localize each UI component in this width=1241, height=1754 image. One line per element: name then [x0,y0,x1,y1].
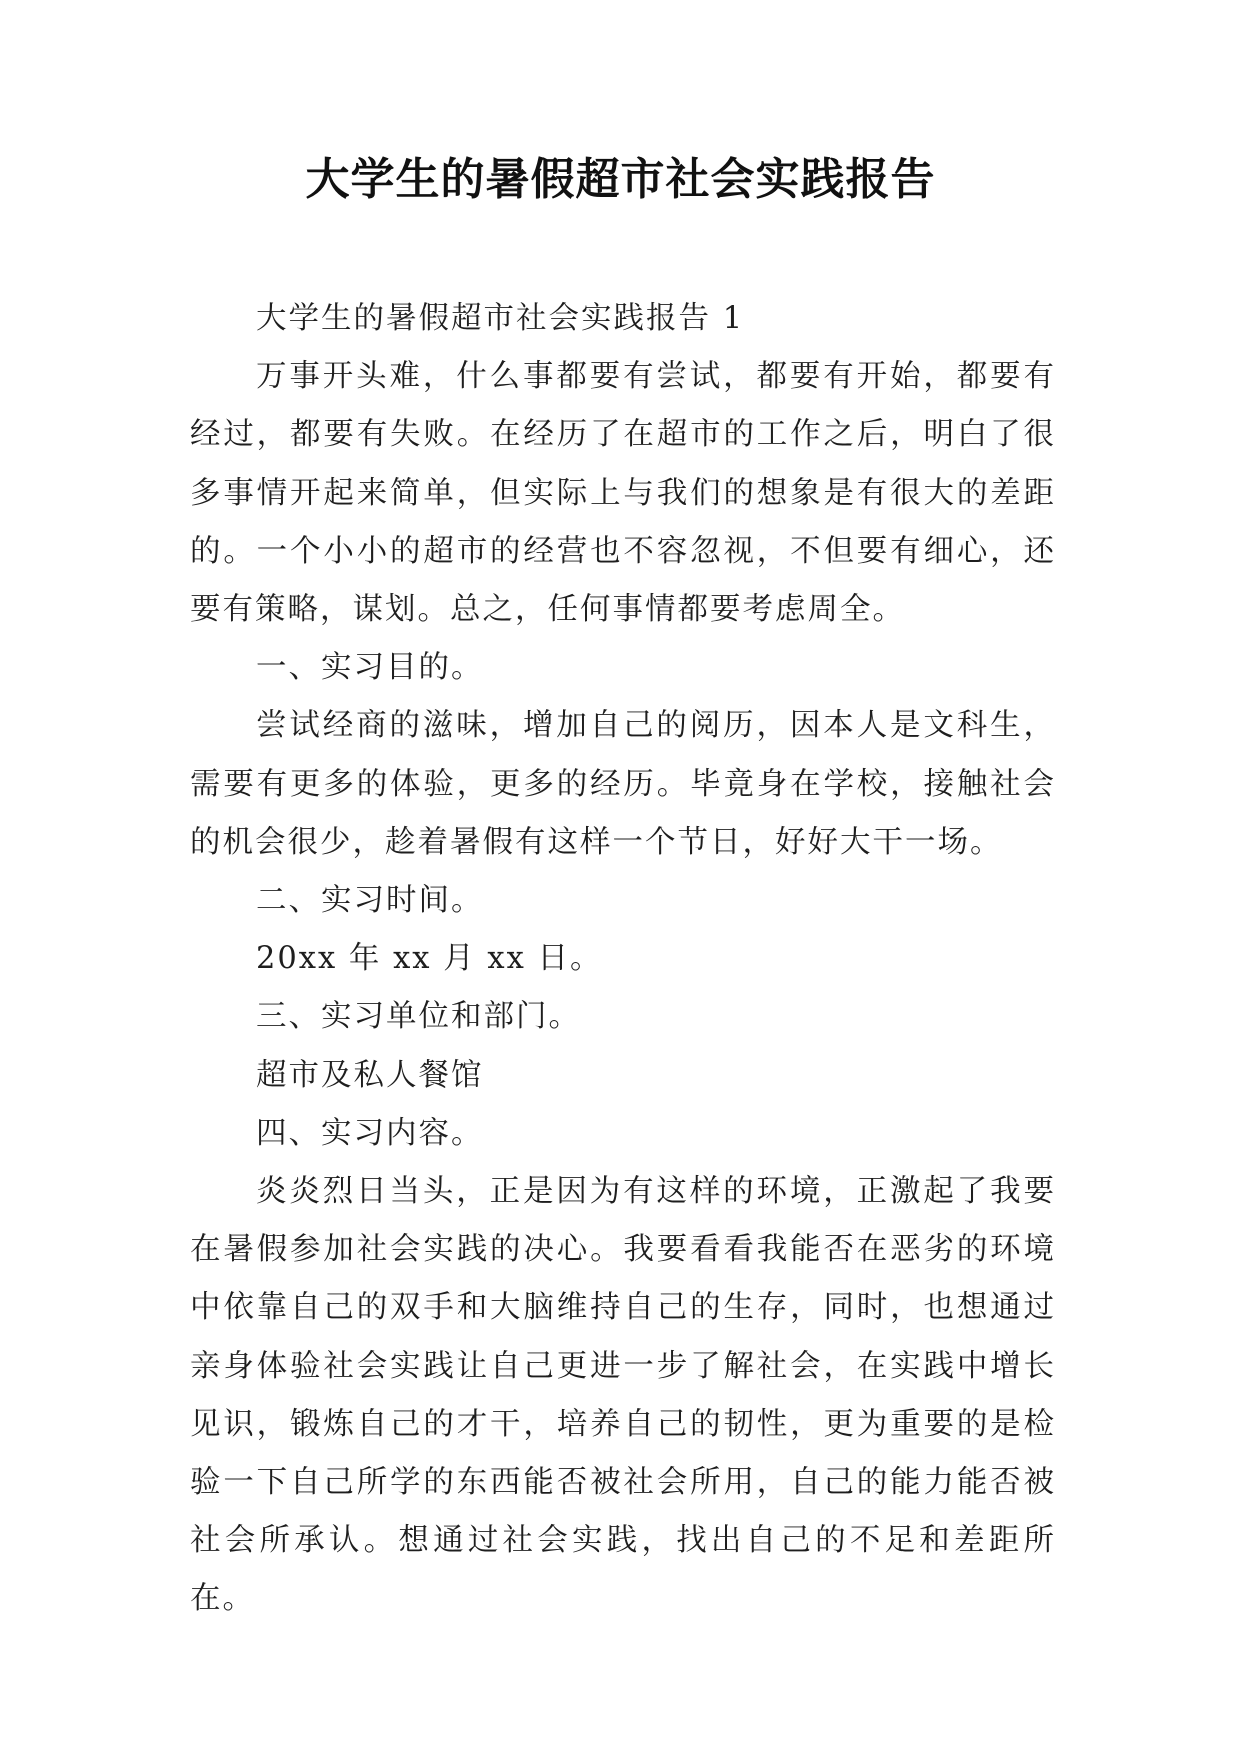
document-title: 大学生的暑假超市社会实践报告 [305,154,936,205]
section-heading-purpose: 一、实习目的。 [256,650,484,686]
section-heading-unit: 三、实习单位和部门。 [256,999,581,1035]
section-heading-content: 四、实习内容。 [256,1115,484,1151]
paragraph-time: 20xx 年 xx 月 xx 日。 [256,941,603,977]
paragraph-intro: 万事开头难，什么事都要有尝试，都要有开始，都要有经过，都要有失败。在经历了在超市的工作之后，明白了很多事情开起来简单，但实际上与我们的想象是有很大的差距的。一个小小的超市的经营也不容忽视，不但要有细心，还要有策略，谋划。总之，任何事情都要考虑周全。 [190,359,1056,628]
section-heading-time: 二、实习时间。 [256,883,484,919]
paragraph-content: 炎炎烈日当头，正是因为有这样的环境，正激起了我要在暑假参加社会实践的决心。我要看看我能否在恶劣的环境中依靠自己的双手和大脑维持自己的生存，同时，也想通过亲身体验社会实践让自己更进一步了解社会，在实践中增长见识，锻炼自己的才干，培养自己的韧性，更为重要的是检验一下自己所学的东西能否被社会所用，自己的能力能否被社会所承认。想通过社会实践，找出自己的不足和差距所在。 [190,1174,1056,1617]
document-body [190,290,1056,1629]
paragraph-purpose: 尝试经商的滋味，增加自己的阅历，因本人是文科生，需要有更多的体验，更多的经历。毕竟身在学校，接触社会的机会很少，趁着暑假有这样一个节日，好好大干一场。 [190,708,1056,860]
section-heading-report-1: 大学生的暑假超市社会实践报告 1 [256,301,745,336]
paragraph-unit: 超市及私人餐馆 [256,1057,484,1093]
